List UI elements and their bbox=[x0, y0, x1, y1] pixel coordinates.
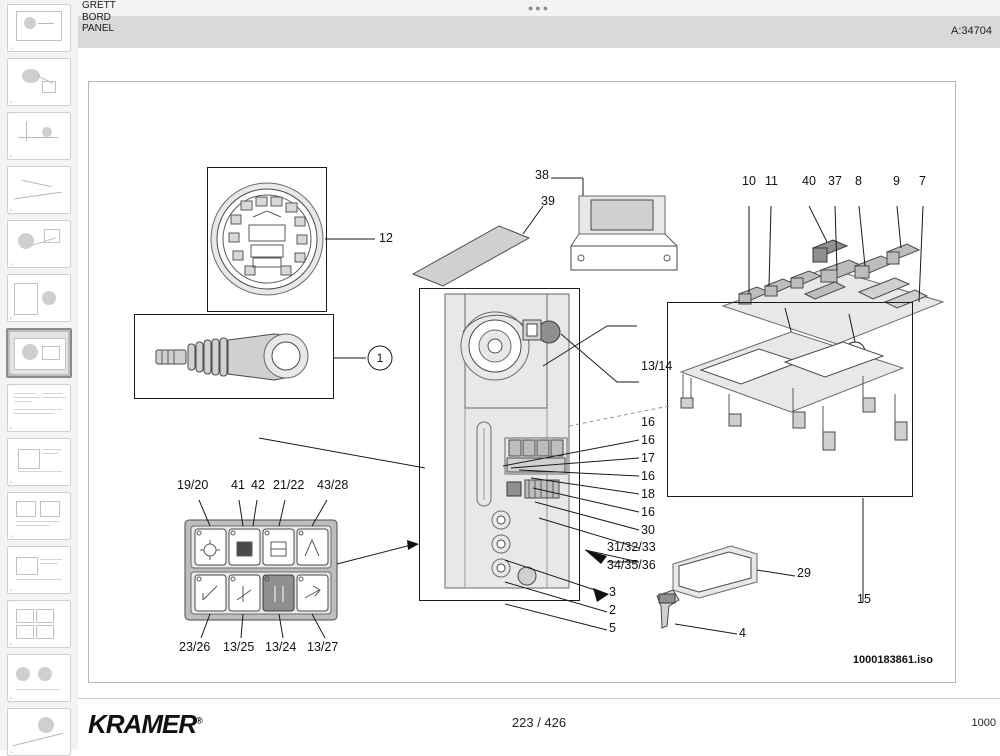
footer-right-code: 1000 bbox=[971, 717, 996, 729]
thumbnail-caption: A… bbox=[10, 481, 15, 484]
thumbnail-caption: A… bbox=[10, 697, 15, 700]
callout-29: 29 bbox=[797, 566, 811, 580]
callout-5: 5 bbox=[609, 621, 616, 635]
brand-logo bbox=[88, 709, 202, 740]
thumbnail-caption: A… bbox=[10, 643, 15, 646]
thumbnail-caption: A… bbox=[10, 317, 15, 320]
more-dots-icon[interactable]: ●●● bbox=[527, 3, 551, 13]
thumbnail-caption: A… bbox=[10, 372, 15, 375]
thumbnail-page[interactable] bbox=[7, 166, 71, 214]
callout-17: 17 bbox=[641, 451, 655, 465]
thumbnail-page[interactable] bbox=[7, 708, 71, 756]
callout-21-22: 21/22 bbox=[273, 478, 305, 492]
page-footer bbox=[78, 698, 1000, 751]
thumbnail-caption: A… bbox=[10, 209, 15, 212]
document-title bbox=[82, 0, 282, 35]
thumbnail-caption: A… bbox=[10, 589, 15, 592]
callout-3: 3 bbox=[609, 585, 616, 599]
thumbnail-caption: A… bbox=[10, 155, 15, 158]
drawing-sheet bbox=[88, 81, 956, 683]
thumbnail-caption: A… bbox=[10, 751, 15, 754]
callout-38: 38 bbox=[535, 168, 549, 182]
thumbnail-sidebar[interactable] bbox=[0, 0, 79, 754]
callout-8: 8 bbox=[855, 174, 862, 188]
callout-16-b: 16 bbox=[641, 433, 655, 447]
brand-name: KRAMER bbox=[88, 709, 197, 739]
thumbnail-caption: A… bbox=[10, 47, 15, 50]
brand-trademark: ® bbox=[196, 715, 202, 726]
svg-text:1: 1 bbox=[376, 351, 384, 365]
callout-40: 40 bbox=[802, 174, 816, 188]
document-title-line-1: GRETT bbox=[82, 0, 116, 11]
callout-34-35-36: 34/35/36 bbox=[607, 558, 656, 572]
dashed-link bbox=[569, 400, 679, 440]
thumbnail-page[interactable] bbox=[7, 654, 71, 702]
thumbnail-page-selected[interactable] bbox=[6, 328, 72, 378]
callout-15: 15 bbox=[857, 592, 871, 606]
callout-13-14: 13/14 bbox=[641, 359, 673, 373]
thumbnail-caption: A… bbox=[10, 101, 15, 104]
callout-13-27: 13/27 bbox=[307, 640, 339, 654]
page-number: 223 / 426 bbox=[511, 715, 567, 730]
callout-37: 37 bbox=[828, 174, 842, 188]
callout-13-25: 13/25 bbox=[223, 640, 255, 654]
thumbnail-page[interactable] bbox=[7, 438, 71, 486]
thumbnail-page[interactable] bbox=[7, 112, 71, 160]
leaders-switches bbox=[497, 552, 667, 632]
callout-16-a: 16 bbox=[641, 415, 655, 429]
callout-19-20: 19/20 bbox=[177, 478, 209, 492]
callout-9: 9 bbox=[893, 174, 900, 188]
document-title-line-2: BORD bbox=[82, 11, 111, 23]
callout-16-c: 16 bbox=[641, 469, 655, 483]
page-canvas bbox=[78, 48, 1000, 698]
callout-2: 2 bbox=[609, 603, 616, 617]
callout-23-26: 23/26 bbox=[179, 640, 211, 654]
callout-31-32-33: 31/32/33 bbox=[607, 540, 656, 554]
header-code: A:34704 bbox=[951, 25, 992, 37]
thumbnail-page[interactable] bbox=[7, 546, 71, 594]
thumbnail-page[interactable] bbox=[7, 220, 71, 268]
callout-18: 18 bbox=[641, 487, 655, 501]
thumbnail-page[interactable] bbox=[7, 600, 71, 648]
callout-41: 41 bbox=[231, 478, 245, 492]
callout-7: 7 bbox=[919, 174, 926, 188]
callout-11: 11 bbox=[765, 174, 778, 188]
thumbnail-caption: A… bbox=[10, 427, 15, 430]
callout-43-28: 43/28 bbox=[317, 478, 349, 492]
callout-42: 42 bbox=[251, 478, 265, 492]
document-title-line-3: PANEL bbox=[82, 23, 115, 34]
figure-switch-panel bbox=[177, 478, 439, 654]
callout-12: 12 bbox=[379, 231, 393, 245]
callout-4: 4 bbox=[739, 626, 746, 640]
thumbnail-caption: A… bbox=[10, 263, 15, 266]
callout-10-top: 10 bbox=[742, 174, 756, 188]
thumbnail-page[interactable] bbox=[7, 58, 71, 106]
thumbnail-caption: A… bbox=[10, 535, 15, 538]
callout-13-24: 13/24 bbox=[265, 640, 297, 654]
figure-plug-connector bbox=[134, 314, 434, 414]
thumbnail-page[interactable] bbox=[7, 384, 71, 432]
drawing-id: 1000183861.iso bbox=[852, 654, 933, 666]
thumbnail-page[interactable] bbox=[7, 4, 71, 52]
figure-cover-plate bbox=[669, 530, 829, 620]
thumbnail-page[interactable] bbox=[7, 492, 71, 540]
thumbnail-page[interactable] bbox=[7, 274, 71, 322]
callout-39: 39 bbox=[541, 194, 555, 208]
callout-30: 30 bbox=[641, 523, 655, 537]
callout-16-d: 16 bbox=[641, 505, 655, 519]
